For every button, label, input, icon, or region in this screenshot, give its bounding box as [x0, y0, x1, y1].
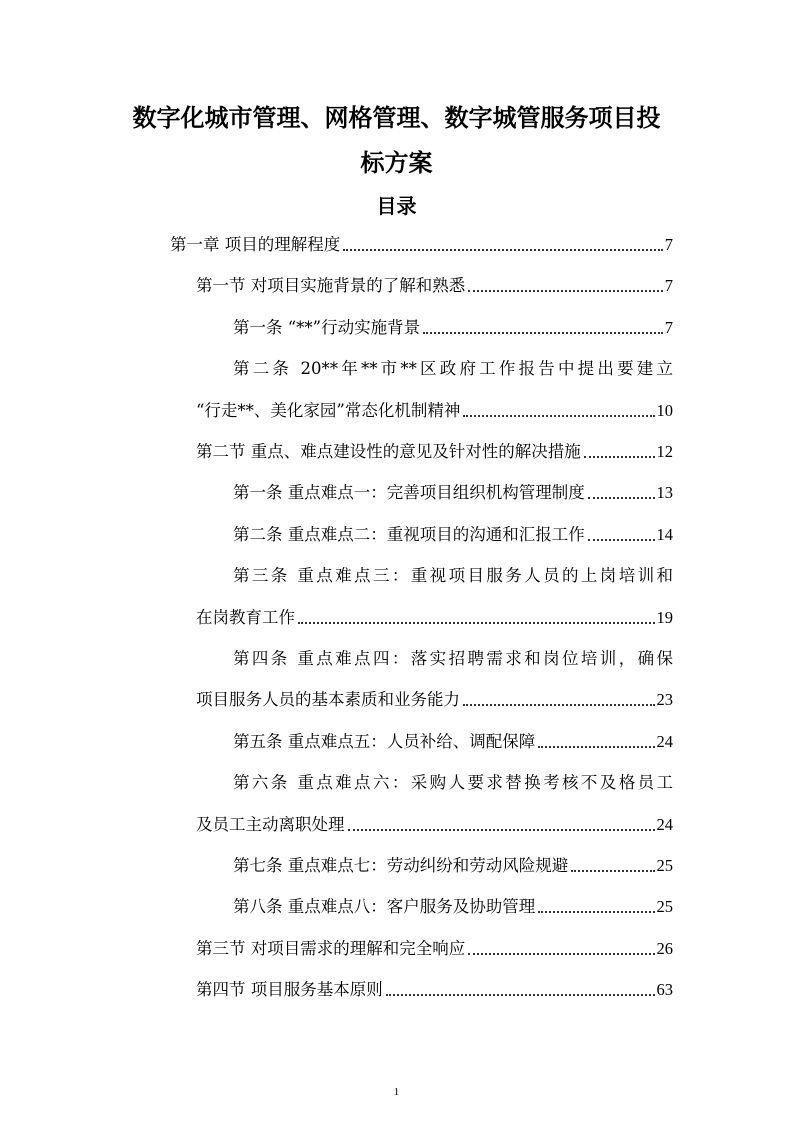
- dot-leader: [343, 249, 663, 251]
- toc-entry-text: 第一条 重点难点一：完善项目组织机构管理制度: [233, 483, 585, 503]
- toc-entry[interactable]: [233, 357, 673, 381]
- toc-entry-text: 第五条 重点难点五：人员补给、调配保障: [233, 731, 536, 751]
- toc-entry[interactable]: [196, 813, 673, 837]
- toc-entry-text: 第七条 重点难点七：劳动纠纷和劳动风险规避: [233, 856, 569, 875]
- dot-leader: [538, 911, 654, 913]
- toc-entry-text: 第二条 20**年**市**区政府工作报告中提出要建立: [233, 359, 673, 379]
- toc-entry[interactable]: [233, 730, 673, 754]
- toc-entry[interactable]: [196, 688, 673, 712]
- dot-leader: [463, 415, 654, 417]
- toc-entry[interactable]: [233, 854, 673, 878]
- toc-entry-text: 第八条 重点难点八：客户服务及协助管理: [233, 897, 536, 917]
- dot-leader: [588, 497, 655, 499]
- toc-entry-page: 25: [656, 856, 673, 875]
- toc-entry-text: 第六条 重点难点六：采购人要求替换考核不及格员工: [233, 773, 673, 793]
- toc-entry[interactable]: [196, 440, 673, 464]
- toc-entry[interactable]: [196, 606, 673, 630]
- toc-entry-page: 19: [656, 607, 673, 627]
- toc-entry-page: 7: [664, 317, 673, 337]
- document-title-line2: 标方案: [360, 149, 433, 177]
- toc-entry[interactable]: [233, 316, 673, 340]
- document-title-line1: 数字化城市管理、网格管理、数字城管服务项目投: [132, 104, 661, 132]
- toc-entry-page: 23: [656, 690, 673, 710]
- toc-entry-text: 第四节 项目服务基本原则: [196, 980, 383, 1000]
- dot-leader: [468, 953, 654, 955]
- toc-entry-page: 24: [656, 731, 673, 751]
- toc-entry-page: 10: [656, 400, 673, 420]
- toc-entry-page: 63: [656, 980, 673, 1000]
- dot-leader: [386, 994, 655, 996]
- dot-leader: [468, 290, 663, 292]
- toc-entry[interactable]: [196, 937, 673, 961]
- dot-leader: [423, 332, 663, 334]
- toc-entry-text: 第二条 重点难点二：重视项目的沟通和汇报工作: [233, 524, 585, 544]
- toc-entry[interactable]: [233, 647, 673, 671]
- toc-entry[interactable]: [233, 481, 673, 505]
- toc-entry-text: 第四条 重点难点四：落实招聘需求和岗位培训，确保: [233, 649, 673, 668]
- toc-entry[interactable]: [233, 771, 673, 795]
- toc-entry[interactable]: [196, 399, 673, 423]
- toc-entry-text: 第一节 对项目实施背景的了解和熟悉: [196, 276, 466, 296]
- toc-entry-page: 7: [664, 235, 673, 254]
- toc-entry[interactable]: [233, 523, 673, 547]
- toc-entry-text: 项目服务人员的基本素质和业务能力: [196, 690, 460, 710]
- dot-leader: [584, 456, 655, 458]
- dot-leader: [348, 829, 655, 831]
- toc-entry-page: 13: [656, 483, 673, 503]
- toc-entry-text: 在岗教育工作: [196, 607, 295, 627]
- toc-entry-page: 26: [656, 938, 673, 958]
- toc-entry-page: 7: [664, 276, 673, 296]
- dot-leader: [571, 870, 654, 872]
- toc-entry-text: 第三条 重点难点三：重视项目服务人员的上岗培训和: [233, 566, 673, 586]
- toc-entry-text: 第三节 对项目需求的理解和完全响应: [196, 938, 466, 958]
- dot-leader: [463, 704, 655, 706]
- toc-entry[interactable]: [196, 274, 673, 298]
- toc-heading: 目录: [376, 194, 417, 218]
- dot-leader: [538, 746, 654, 748]
- toc-entry-page: 24: [656, 814, 673, 834]
- page-number: 1: [393, 1086, 400, 1098]
- toc-entry-text: 第一条 “**”行动实施背景: [233, 317, 421, 337]
- dot-leader: [298, 622, 655, 624]
- dot-leader: [588, 539, 655, 541]
- toc-entry-page: 14: [656, 524, 673, 544]
- toc-entry[interactable]: [170, 233, 673, 257]
- toc-entry[interactable]: [196, 978, 673, 1002]
- toc-entry-text: “行走**、美化家园”常态化机制精神: [196, 400, 461, 420]
- toc-entry-text: 第一章 项目的理解程度: [170, 235, 341, 254]
- toc-entry-text: 第二节 重点、难点建设性的意见及针对性的解决措施: [196, 442, 581, 461]
- toc-entry-page: 25: [656, 897, 673, 917]
- toc-entry-text: 及员工主动离职处理: [196, 814, 345, 834]
- toc-entry[interactable]: [233, 564, 673, 588]
- toc-entry-page: 12: [656, 442, 673, 461]
- toc-entry[interactable]: [233, 895, 673, 919]
